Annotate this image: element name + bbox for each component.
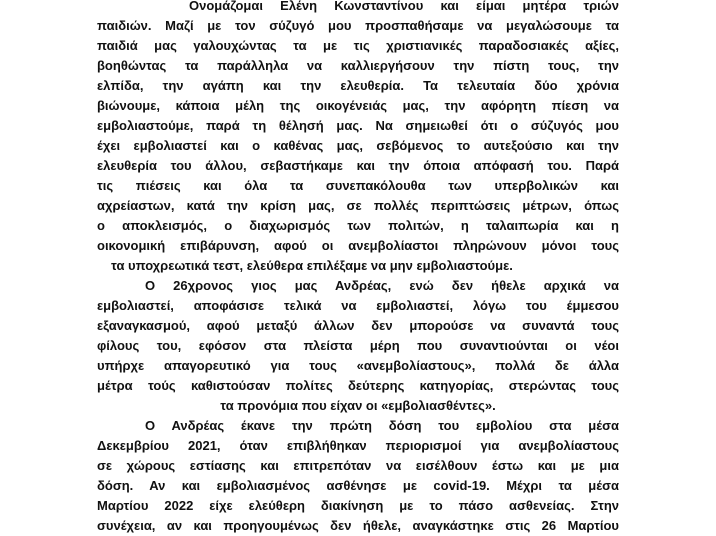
- text-line: οικονομική επιβάρυνση, αφού οι ανεμβολίαστοι πληρώνουν μόνοι τους: [97, 238, 619, 253]
- text-line: τις πιέσεις και όλα τα συνεπακόλουθα των υπερβολικών και: [97, 178, 619, 193]
- text-line: μέτρα τούς καθιστούσαν πολίτες δεύτερης κατηγορίας, στερώντας τους: [97, 378, 619, 393]
- text-line: αχρείαστων, κατά την κρίση μας, σε πολλές περιπτώσεις μέτρων, όπως: [97, 198, 619, 213]
- paragraph-3: [97, 416, 619, 536]
- text-line: βοηθώντας τα παράλληλα να καλλιεργήσουν την πίστη τους, την: [97, 58, 619, 73]
- text-line: παιδιά μας γαλουχώντας τα με τις χριστιανικές παραδοσιακές αξίες,: [97, 38, 619, 53]
- text-line: εμβολιαστούμε, παρά τη θέλησή μας. Να σημειωθεί ότι ο σύζυγός μου: [97, 118, 619, 133]
- text-line: Ο 26χρονος γιος μας Ανδρέας, ενώ δεν ήθελε αρχικά να: [145, 278, 619, 293]
- text-line: τα υποχρεωτικά τεστ, ελεύθερα επιλέξαμε να μην εμβολιαστούμε.: [111, 258, 513, 273]
- text-line: εμβολιαστεί, αποφάσισε τελικά να εμβολιαστεί, λόγω του έμμεσου: [97, 298, 619, 313]
- text-line: σε χώρους εστίασης και επιτρεπόταν να εισέλθουν έστω και με μια: [97, 458, 619, 473]
- text-line: έχει εμβολιαστεί και ο καθένας μας, σεβόμενος το αυτεξούσιο και την: [97, 138, 619, 153]
- text-line: Μαρτίου 2022 είχε ελεύθερη διακίνηση με το πάσο ασθενείας. Στην: [97, 498, 619, 513]
- text-line: συνέχεια, αν και προηγουμένως δεν ήθελε, αναγκάστηκε στις 26 Μαρτίου: [97, 518, 619, 533]
- text-line: δόση. Αν και εμβολιασμένος ασθένησε με covid-19. Μέχρι τα μέσα: [97, 478, 619, 493]
- text-line: παιδιών. Μαζί με τον σύζυγό μου προσπαθήσαμε να μεγαλώσουμε τα: [97, 18, 619, 33]
- text-line: Ονομάζομαι Ελένη Κωνσταντίνου και είμαι μητέρα τριών: [189, 0, 619, 13]
- document-body: [97, 0, 619, 536]
- text-line: Δεκεμβρίου 2021, όταν επιβλήθηκαν περιορισμοί για ανεμβολίαστους: [97, 438, 619, 453]
- text-line: ελευθερία του άλλου, σεβαστήκαμε και την όποια απόφασή του. Παρά: [97, 158, 619, 173]
- text-line: βιώνουμε, κάποια μέλη της οικογένειάς μας, την αφόρητη πίεση να: [97, 98, 619, 113]
- paragraph-2: [97, 276, 619, 416]
- text-line: υπήρχε απαγορευτικό για τους «ανεμβολίαστους», πολλά δε άλλα: [97, 358, 619, 373]
- text-line: ο αποκλεισμός, ο διαχωρισμός των πολιτών, η ταλαιπωρία και η: [97, 218, 619, 233]
- text-line: ελπίδα, την αγάπη και την ελευθερία. Τα τελευταία δύο χρόνια: [97, 78, 619, 93]
- text-line: εξαναγκασμού, αφού μεταξύ άλλων δεν μπορούσε να συναντά τους: [97, 318, 619, 333]
- text-line: Ο Ανδρέας έκανε την πρώτη δόση του εμβολίου στα μέσα: [145, 418, 619, 433]
- paragraph-1: [97, 0, 619, 276]
- text-line: τα προνόμια που είχαν οι «εμβολιασθέντες».: [220, 398, 496, 413]
- text-line: φίλους του, εφόσον στα πλείστα μέρη που συναντιούνται οι νέοι: [97, 338, 619, 353]
